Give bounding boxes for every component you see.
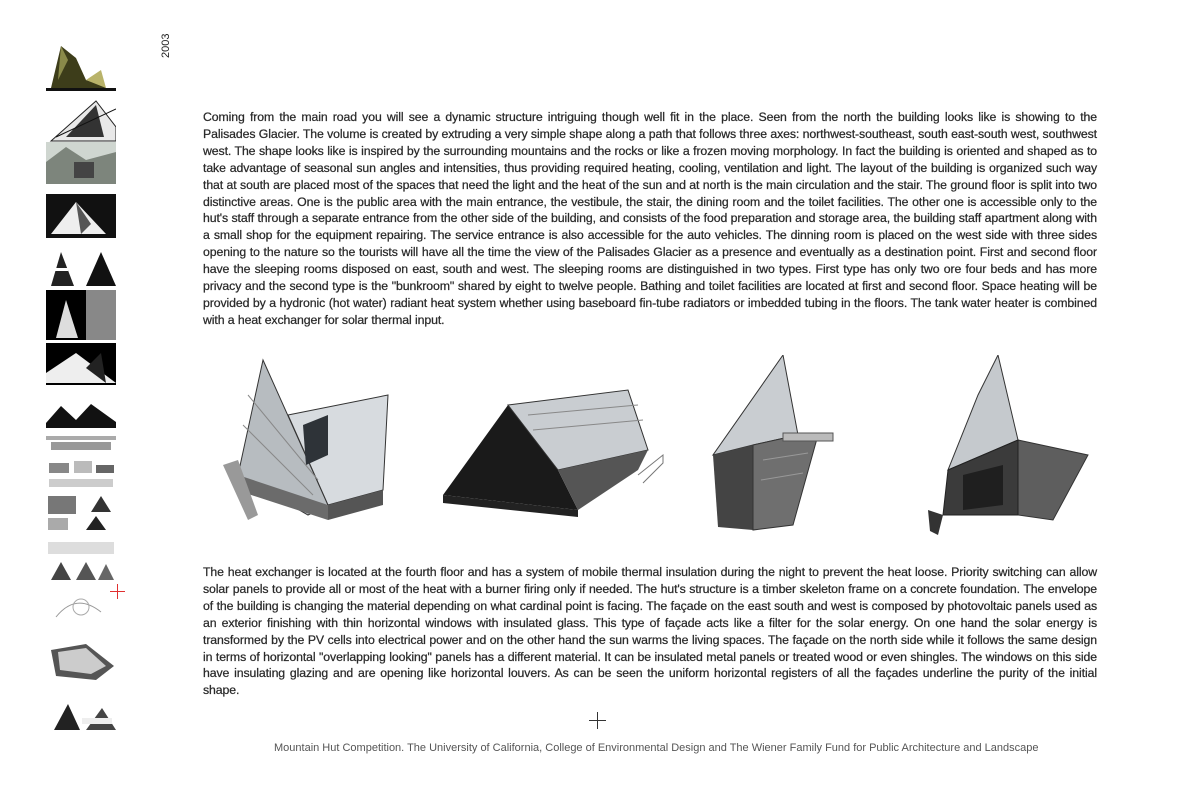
render-view-1	[218, 355, 418, 545]
thumb-2[interactable]	[46, 97, 116, 142]
red-crosshair-mark	[110, 584, 125, 599]
crosshair-mark	[589, 712, 606, 729]
thumb-10[interactable]	[46, 492, 116, 534]
render-view-3	[683, 355, 843, 545]
thumb-12[interactable]	[46, 587, 116, 627]
thumb-1[interactable]	[46, 40, 116, 92]
thumb-13[interactable]	[46, 640, 116, 682]
thumb-11[interactable]	[46, 540, 116, 582]
description-paragraph-1: Coming from the main road you will see a dynamic structure intriguing though well fit in the place. Seen from the north the building looks like is showing to the Palisades Glacier. The volume is created by extruding a very simple shape along a path that follows three axes: northwest-southeast, south east-south west, southwest west. The shape looks like is inspired by the surrounding mountains and the rocks or like a frozen moving morphology. In fact the building is oriented and shaped as to take advantage of seasonal sun angles and intensities, thus providing required heating, cooling, ventilation and light. The layout of the building is organized such way that at south are placed most of the spaces that need the light and the heat of the sun and at north is the main circulation and the stair. The ground floor is split into two distinctive areas. One is the public area with the main entrance, the vestibule, the stair, the dining room and the toilet facilities. The other one is accessible only to the hut's staff through a separate entrance from the other side of the building, and consists of the food preparation and storage area, the building staff apartment along with a small shop for the equipment repairing. The service entrance is also accessible for the auto vehicles. The dinning room is placed on the west side with three sides opening to the nature so the tourists will have all the time the view of the Palisades Glacier as a presence and eventually as a destination point. First and second floor have the sleeping rooms disposed on east, south and west. The sleeping rooms are distinguished in two types. First type has only two ore four beds and has more privacy and the second type is the "bunkroom" shared by eight to twelve people. Bathing and toilet facilities are located at first and second floor. Space heating will be provided by a hydronic (hot water) radiant heat system whether using baseboard fin-tube radiators or imbedded tubing in the floors. The tank water heater is combined with a heat exchanger for solar thermal input.	[203, 110, 1097, 327]
render-view-2	[438, 355, 668, 545]
year-text: 2003	[160, 33, 172, 58]
thumb-6[interactable]	[46, 290, 116, 340]
render-view-4	[918, 355, 1098, 545]
thumb-9[interactable]	[46, 457, 116, 491]
thumb-14[interactable]	[46, 700, 116, 732]
thumb-8[interactable]	[46, 398, 116, 453]
thumbnail-sidebar	[46, 40, 118, 740]
thumb-3[interactable]	[46, 142, 116, 184]
credit-footer: Mountain Hut Competition. The University of California, College of Environmental Design and The Wiener Family Fund for Public Architecture and Landscape	[274, 742, 1039, 754]
description-paragraph-2: The heat exchanger is located at the fourth floor and has a system of mobile thermal insulation during the night to prevent the heat loose. Priority switching can allow solar panels to provide all or most of the heat with a burner firing only if needed. The hut's structure is a timber skeleton frame on a concrete foundation. The envelope of the building is changing the material depending on what cardinal point is facing. The façade on the east south and west is composed by photovoltaic panels used as an exterior finishing with thin horizontal windows with insulated glass. This type of façade acts like a filter for the solar energy. On one hand the solar energy is transformed by the PV cells into electrical power and on the other hand the sun warms the living spaces. The façade on the north side while it follows the same design in terms of horizontal "overlapping looking" panels has a different material. It can be insulated metal panels or treated wood or even shingles. The windows on this side have insulating glazing and are opening like horizontal louvers. As can be seen the uniform horizontal registers of all the façades underline the purity of the initial shape.	[203, 565, 1097, 698]
building-renderings	[218, 355, 1098, 545]
thumb-5[interactable]	[46, 248, 116, 288]
thumb-4[interactable]	[46, 194, 116, 240]
thumb-7[interactable]	[46, 343, 116, 385]
